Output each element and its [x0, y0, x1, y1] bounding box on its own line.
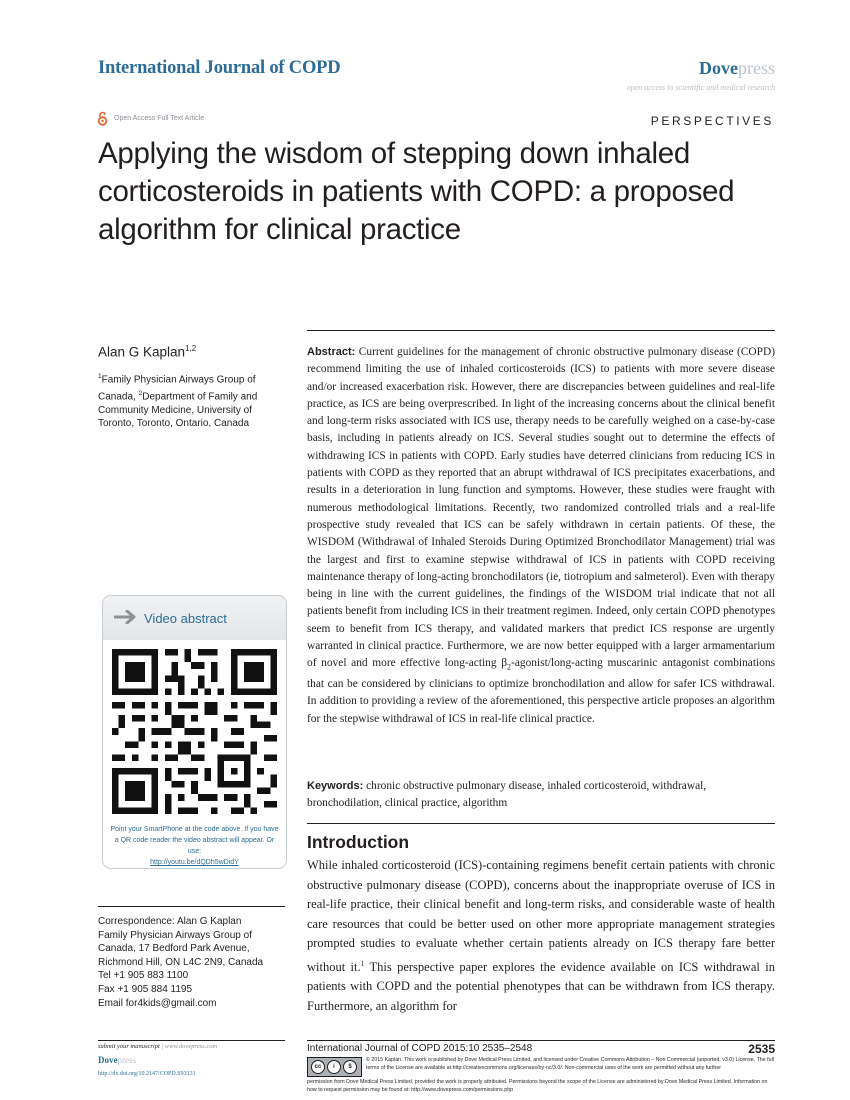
- footer-publisher-part1: Dove: [98, 1055, 118, 1065]
- video-abstract-label: Video abstract: [144, 611, 227, 626]
- beta-subscript: 2: [507, 662, 512, 672]
- introduction-body: [307, 856, 775, 1016]
- section-label: PERSPECTIVES: [650, 114, 774, 128]
- correspondence-email[interactable]: Email for4kids@gmail.com: [98, 997, 217, 1009]
- divider: [307, 1040, 775, 1041]
- journal-citation: International Journal of COPD 2015:10 2535–2548: [307, 1043, 533, 1054]
- submit-manuscript[interactable]: [98, 1043, 217, 1050]
- video-abstract-header[interactable]: [103, 596, 286, 640]
- keywords-label: Keywords:: [307, 780, 364, 792]
- submit-url: | www.dovepress.com: [159, 1043, 218, 1050]
- divider: [307, 330, 775, 331]
- page-number: 2535: [748, 1042, 775, 1056]
- author-superscript: 1,2: [185, 344, 197, 353]
- abstract: [307, 344, 775, 728]
- publisher-name-part1: Dove: [699, 58, 738, 78]
- creative-commons-badge[interactable]: [307, 1057, 362, 1077]
- by-icon: i: [327, 1060, 341, 1074]
- abstract-text-b: -agonist/long-acting muscarinic antagonist combinations that can be considered by clinicians to optimize bronchodilation and allow for safer ICS withdrawal. In addition to providing a review of the aforementioned, this perspective article proposes an algorithm for the stepwise withdrawal of ICS in real-life clinical practice.: [307, 657, 775, 725]
- correspondence-tel: Tel +1 905 883 1100: [98, 970, 189, 982]
- correspondence: [98, 915, 263, 1010]
- divider: [98, 906, 285, 907]
- affiliation-1: Family Physician Airways Group of Canada,: [98, 374, 256, 403]
- doi-link[interactable]: http://dx.doi.org/10.2147/COPD.S93131: [98, 1071, 196, 1077]
- correspondence-line: Richmond Hill, ON L4C 2N9, Canada: [98, 956, 264, 968]
- publisher-logo: [699, 58, 775, 79]
- publisher-name-part2: press: [738, 58, 775, 78]
- keywords-text: chronic obstructive pulmonary disease, inhaled corticosteroid, withdrawal, bronchodilation, clinical practice, algorithm: [307, 780, 707, 810]
- reference-marker[interactable]: 1: [360, 958, 365, 968]
- video-abstract-link[interactable]: http://youtu.be/dQDh5wDidY: [150, 859, 239, 866]
- open-access-row: [97, 111, 204, 126]
- affil-sup-2: 2: [138, 389, 143, 397]
- open-access-label: Open Access Full Text Article: [114, 115, 205, 122]
- affiliations: [98, 370, 283, 431]
- correspondence-line: Correspondence: Alan G Kaplan: [98, 916, 242, 927]
- divider: [307, 823, 775, 824]
- author-name: Alan G Kaplan: [98, 344, 186, 360]
- license-text: © 2015 Kaplan. This work is published by Dove Medical Press Limited, and licensed under Creative Commons Attribution – Non Commercial (unported, v3.0) License. The full terms of the License are available at http://creativecommons.org/licenses/by-nc/3.0/. Non-commercial uses of the work are permitted without any further: [366, 1057, 774, 1071]
- nc-icon: $: [343, 1060, 357, 1074]
- author-line: [98, 344, 196, 360]
- journal-title: International Journal of COPD: [98, 58, 341, 78]
- abstract-label: Abstract:: [307, 346, 356, 358]
- publisher-tagline: open access to scientific and medical research: [626, 83, 775, 92]
- affiliation-2: Department of Family and Community Medicine, University of Toronto, Toronto, Ontario, Canada: [98, 391, 258, 430]
- intro-text-b: This perspective paper explores the evidence available on ICS withdrawal in patients with COPD and the potential phenotypes that can be withdrawn from ICS therapy. Furthermore, an algorithm for: [307, 959, 775, 1013]
- submit-label: submit your manuscript: [98, 1043, 160, 1050]
- correspondence-line: Family Physician Airways Group of: [98, 929, 252, 941]
- intro-text-a: While inhaled corticosteroid (ICS)-containing regimens benefit certain patients with chronic obstructive pulmonary disease (COPD), concerns about the inappropriate overuse of ICS in real-life practice, their clinical benefit and long-term risks, and considerable waste of health care resources that could be better used on other more appropriate management strategies prompted studies to evaluate whether certain patients already on ICS therapy fare better without it.: [307, 858, 775, 974]
- introduction-heading: Introduction: [307, 832, 410, 852]
- footer-publisher-part2: press: [117, 1055, 136, 1065]
- divider: [98, 1040, 285, 1041]
- abstract-text-a: Current guidelines for the management of chronic obstructive pulmonary disease (COPD) recommend limiting the use of inhaled corticosteroids (ICS) to patients with more severe disease and/or increased exacerbation risk. However, there are discrepancies between guidelines and real-life practice, as ICS are being overprescribed. In light of the increasing concerns about the clinical benefit and long-term risks associated with ICS use, therapy needs to be carefully weighed on a case-by-case basis, including in patients already on ICS. Several studies sought out to determine the effects of withdrawing ICS in patients with COPD. Early studies have deterred clinicians from reducing ICS in patients with COPD as they reported that an abrupt withdrawal of ICS precipitates exacerbations, and results in a deterioration in lung function and symptoms. However, these studies were fraught with numerous methodological limitations. Recently, two randomized controlled trials and a real-life prospective study revealed that ICS can be safely withdrawn in certain patients. Of these, the WISDOM (Withdrawal of Inhaled Steroids During Optimized Bronchodilator Management) trial was the largest and first to examine stepwise withdrawal of ICS in patients with COPD receiving maintenance therapy of long-acting bronchodilators (ie, tiotropium and salmeterol). Even with therapy being in line with the current guidelines, the findings of the WISDOM trial indicate that not all patients benefit from including ICS in their treatment regimen. Indeed, only certain COPD phenotypes seem to benefit from ICS therapy, and validated markers that predict ICS response are urgently warranted in clinical practice. Furthermore, we are now better equipped with a larger armamentarium of novel and more effective long-acting β: [307, 346, 775, 670]
- qr-code[interactable]: [112, 649, 277, 814]
- license-text-continued: permission from Dove Medical Press Limited, provided the work is properly attributed. Permissions beyond the scope of the License are administered by Dove Medical Press Limited. Information on how to request permission may be found at: http://www.dovepress.com/permissions.php: [307, 1079, 768, 1093]
- footer-publisher-logo: [98, 1055, 136, 1065]
- video-abstract-box: [102, 595, 287, 869]
- video-note-text: Point your SmartPhone at the code above. If you have a QR code reader the video abstract will appear. Or use:: [110, 826, 279, 855]
- article-title: Applying the wisdom of stepping down inhaled corticosteroids in patients with COPD: a proposed algorithm for clinical practice: [98, 137, 735, 246]
- open-access-icon: [97, 111, 108, 126]
- arrow-right-icon: [114, 610, 138, 624]
- affil-sup-1: 1: [98, 373, 102, 380]
- cc-icon: cc: [311, 1060, 325, 1074]
- video-abstract-note: [109, 824, 280, 868]
- keywords: [307, 778, 775, 813]
- correspondence-fax: Fax +1 905 884 1195: [98, 983, 193, 995]
- correspondence-line: Canada, 17 Bedford Park Avenue,: [98, 943, 250, 955]
